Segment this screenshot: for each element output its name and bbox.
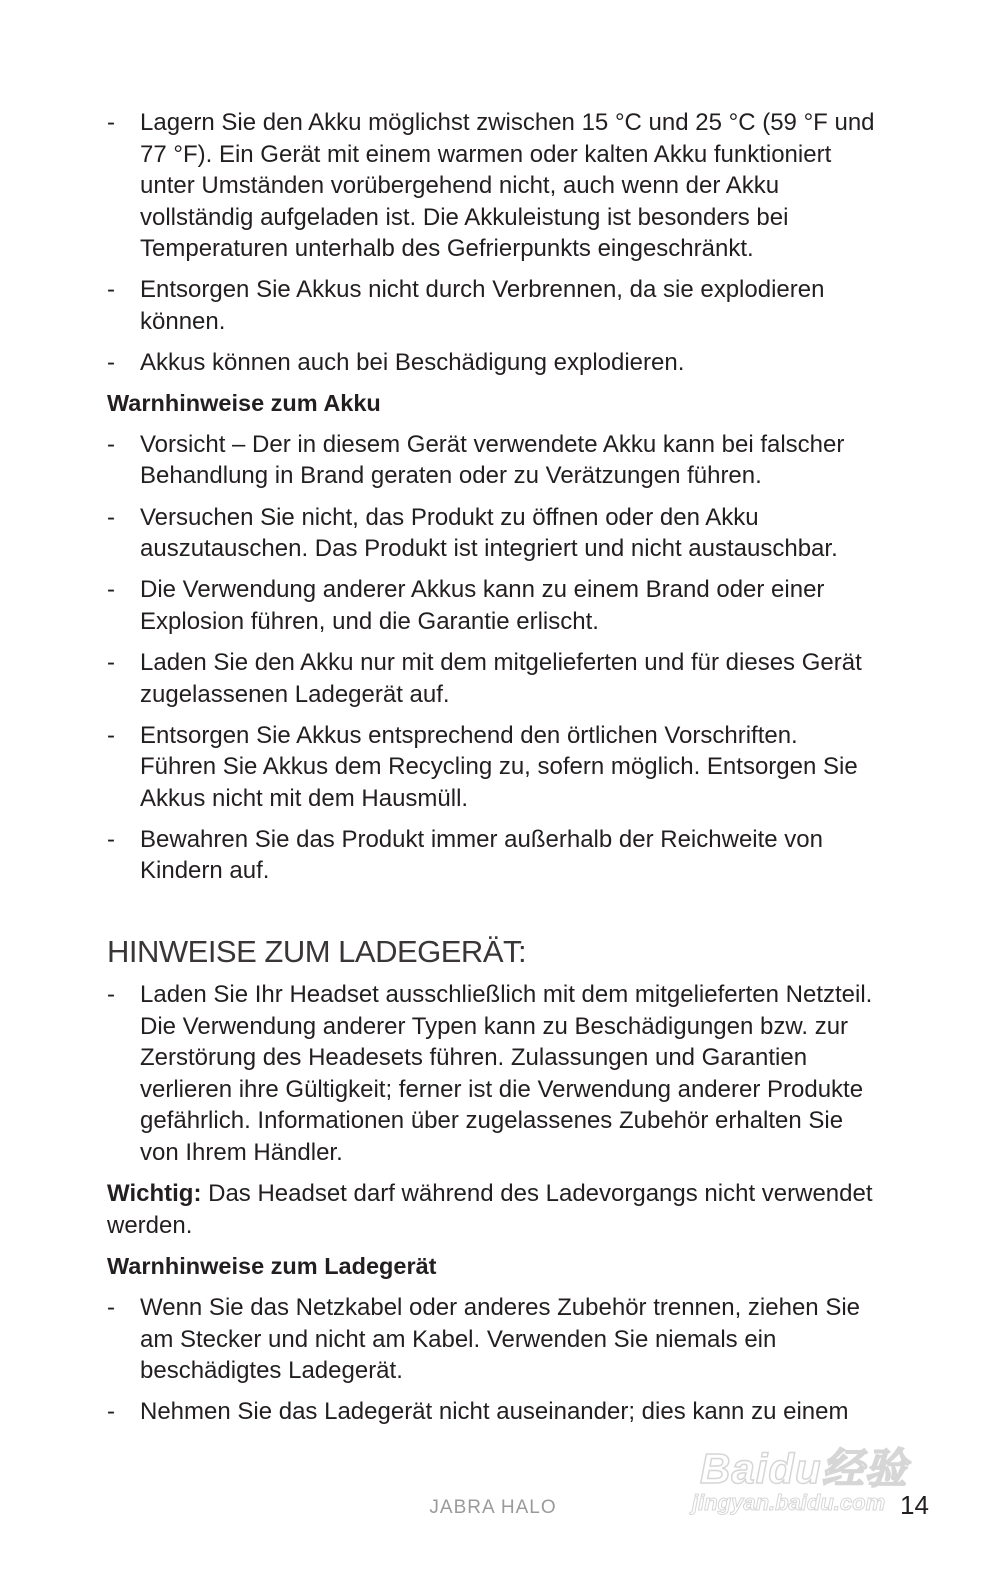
list-item-text: Entsorgen Sie Akkus entsprechend den örtlichen Vorschriften. Führen Sie Akkus dem Recycling zu, sofern möglich. Entsorgen Sie Akkus nicht mit dem Hausmüll.: [140, 721, 858, 812]
bullet-dash: -: [107, 1398, 115, 1426]
charger-warnings-heading: Warnhinweise zum Ladegerät: [107, 1253, 437, 1280]
list-item: [107, 1292, 877, 1387]
bullet-dash: -: [107, 1293, 115, 1321]
important-label: Wichtig:: [107, 1180, 202, 1208]
charger-notes-list: [107, 979, 877, 1169]
list-item-text: Entsorgen Sie Akkus nicht durch Verbrennen, da sie explodieren können.: [140, 276, 825, 336]
bullet-dash: -: [107, 430, 115, 458]
bullet-dash: -: [107, 825, 115, 853]
charger-warnings-list: [107, 1292, 877, 1428]
footer-brand: JABRA HALO: [429, 1497, 557, 1518]
list-item: [107, 347, 877, 379]
list-item: [107, 720, 877, 815]
list-item-text: Laden Sie Ihr Headset ausschließlich mit dem mitgelieferten Netzteil. Die Verwendung anderer Typen kann zu Beschädigungen bzw. zur Zerstörung des Headesets führen. Zulassungen und Garantien verlieren ihre Gültigkeit; ferner ist die Verwendung anderer Produkte gefährlich. Informationen über zugelassenes Zubehör erhalten Sie von Ihrem Händler.: [140, 981, 873, 1167]
list-item: [107, 647, 877, 710]
watermark-logo: Baidu经验: [700, 1445, 908, 1492]
bullet-dash: -: [107, 109, 115, 136]
list-item: [107, 429, 877, 492]
battery-storage-list: [107, 107, 877, 379]
list-item: [107, 107, 877, 265]
list-item-text: Bewahren Sie das Produkt immer außerhalb der Reichweite von Kindern auf.: [140, 825, 824, 885]
baidu-watermark: [690, 1418, 920, 1530]
list-item: [107, 574, 877, 637]
bullet-dash: -: [107, 721, 115, 749]
list-item: [107, 274, 877, 337]
list-item-text: Wenn Sie das Netzkabel oder anderes Zubehör trennen, ziehen Sie am Stecker und nicht am Kabel. Verwenden Sie niemals ein beschädigtes Ladegerät.: [140, 1293, 861, 1385]
bullet-dash: -: [107, 276, 115, 304]
list-item-text: Laden Sie den Akku nur mit dem mitgelieferten und für dieses Gerät zugelassenen Ladegerät auf.: [140, 648, 862, 708]
bullet-dash: -: [107, 349, 115, 377]
akku-warnings-heading: Warnhinweise zum Akku: [107, 390, 381, 417]
list-item-text: Versuchen Sie nicht, das Produkt zu öffnen oder den Akku auszutauschen. Das Produkt ist integriert und nicht austauschbar.: [140, 503, 838, 563]
watermark-url: jingyan.baidu.com: [692, 1490, 886, 1515]
list-item: [107, 824, 877, 887]
bullet-dash: -: [107, 648, 115, 676]
important-note: [107, 1178, 877, 1241]
bullet-dash: -: [107, 503, 115, 531]
charger-section-title: HINWEISE ZUM LADEGERÄT:: [107, 934, 527, 970]
manual-page: [107, 107, 877, 1437]
important-text: Das Headset darf während des Ladevorgangs nicht verwendet werden.: [107, 1180, 873, 1239]
list-item-text: Akkus können auch bei Beschädigung explodieren.: [140, 349, 685, 377]
list-item: [107, 979, 877, 1169]
akku-warnings-list: [107, 429, 877, 887]
bullet-dash: -: [107, 576, 115, 604]
list-item-text: Lagern Sie den Akku möglichst zwischen 15 °C und 25 °C (59 °F und 77 °F). Ein Gerät mit einem warmen oder kalten Akku funktioniert unter Umständen vorübergehend nicht, auch wenn der Akku vollständig aufgeladen ist. Die Akkuleistung ist besonders bei Temperaturen unterhalb des Gefrierpunkts eingeschränkt.: [140, 109, 875, 263]
list-item-text: Vorsicht – Der in diesem Gerät verwendete Akku kann bei falscher Behandlung in Brand geraten oder zu Verätzungen führen.: [140, 430, 845, 490]
list-item-text: Nehmen Sie das Ladegerät nicht auseinander; dies kann zu einem: [140, 1398, 849, 1426]
bullet-dash: -: [107, 981, 115, 1009]
page-number: 14: [900, 1490, 929, 1520]
list-item: [107, 502, 877, 565]
list-item-text: Die Verwendung anderer Akkus kann zu einem Brand oder einer Explosion führen, und die Garantie erlischt.: [140, 576, 825, 635]
